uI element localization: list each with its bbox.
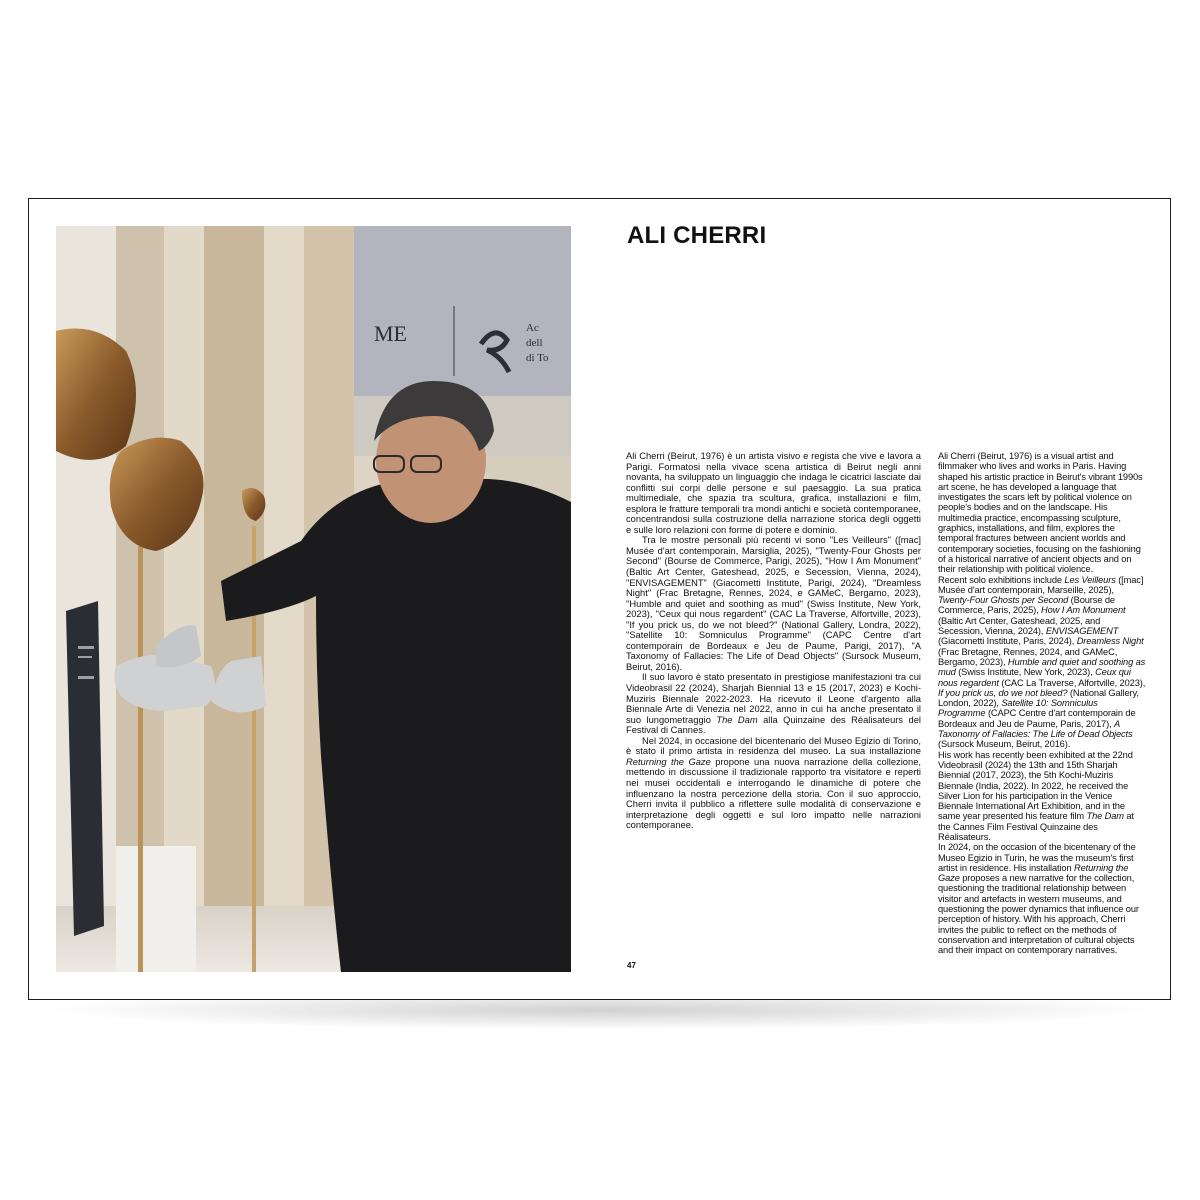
it-paragraph-3 [626, 672, 921, 735]
text-run: (Giacometti Institute, Paris, 2024), [938, 636, 1077, 647]
italic-title-run: Satellite 10: Somniculus Programme [938, 698, 1098, 719]
italic-title-run: Dreamless Night [1076, 636, 1144, 647]
text-run: (Frac Bretagne, Rennes, 2024, and GAMeC, Bergamo, 2023), [938, 646, 1118, 667]
sign-logo-left: ME [374, 321, 407, 346]
page-number: 47 [627, 961, 636, 970]
text-run: Recent solo exhibitions include [938, 574, 1065, 585]
text-run: (Swiss Institute, New York, 2023), [955, 667, 1096, 678]
text-run: proposes a new narrative for the collection, questioning the traditional relationship between visitor and artefacts in western museums, and questioning the power dynamics that influence our perception of history. With his approach, Cherri invites the public to reflect on the methods of conservation and interpretation of cultural objects and their impact on contemporary narratives. [938, 873, 1139, 956]
sign-text-1: Ac [526, 322, 539, 334]
italic-title-run: The Dam [716, 714, 758, 725]
text-run: ([mac] Musée d'art contemporain, Marseille, 2025), [938, 574, 1144, 595]
italic-title-run: The Dam [1086, 811, 1124, 822]
text-run: alla Quinzaine des Réalisateurs del Festival di Cannes. [626, 714, 921, 736]
text-run: at the Cannes Film Festival Quinzaine des Réalisateurs. [938, 811, 1134, 842]
italic-title-run: If you prick us, do we not bleed? [938, 687, 1068, 698]
italian-text-column [626, 451, 921, 831]
text-run: Nel 2024, in occasione del bicentenario del Museo Egizio di Torino, è stato il primo artista in residenza del museo. La sua installazione [626, 735, 921, 757]
italic-title-run: Ceux qui nous regardent [938, 667, 1131, 688]
italic-title-run: Returning the Gaze [626, 756, 711, 767]
text-run: propone una nuova narrazione della collezione, mettendo in discussione il tradizionale rapporto tra visitatore e reperti nei musei occidentali e interrogando le dinamiche di potere che influenzano la nostra percezione della storia. Con il suo approccio, Cherri invita il pubblico a riflettere sulle modalità di conservazione e interpretazione degli oggetti e sul loro impatto nelle narrazioni contemporanee. [626, 756, 921, 831]
en-paragraph-3 [938, 750, 1146, 843]
it-paragraph-2 [626, 535, 921, 672]
en-paragraph-1 [938, 451, 1146, 575]
text-run: (Baltic Art Center, Gateshead, 2025, and Secession, Vienna, 2024), [938, 615, 1101, 637]
en-paragraph-4 [938, 842, 1146, 955]
text-run: His work has recently been exhibited at the 22nd Videobrasil (2024) the 13th and 15th Sharjah Biennial (2017, 2023), the 5th Kochi-Muziris Biennale (India, 2022). In 2022, he received the Silver Lion for his participation in the Venice Biennale International Art Exhibition, and in the same year presented his feature film [938, 749, 1133, 822]
text-run: (CAC La Traverse, Alfortville, 2023), [998, 677, 1146, 688]
italic-title-run: ENVISAGEMENT [1045, 626, 1119, 637]
sign-text-2: dell [526, 337, 543, 349]
text-run: In 2024, on the occasion of the bicentenary of the Museo Egizio in Turin, he was the museum's first artist in residence. His installation [938, 842, 1136, 873]
italic-title-run: A Taxonomy of Fallacies: The Life of Dead Objects [938, 718, 1133, 740]
text-run: Ali Cherri (Beirut, 1976) is a visual artist and filmmaker who lives and works in Paris. Having shaped his artistic practice in Beirut's vibrant 1990s art scene, he has developed a language that investigates the scars left by political violence on people's bodies and on the landscape. His multimedia practice, encompassing sculpture, graphics, installations, and film, explores the temporal fractures between ancient worlds and contemporary societies, focusing on the fashioning of a historical narrative of ancient objects and on their relationship with political violence. [938, 451, 1143, 575]
italic-title-run: How I Am Monument [1041, 605, 1126, 616]
text-run: Ali Cherri (Beirut, 1976) è un artista visivo e regista che vive e lavora a Parigi. Formatosi nella vivace scena artistica di Beirut negli anni novanta, ha sviluppato un linguaggio che indaga le cicatrici lasciate dai conflitti sui corpi delle persone e sul paesaggio. La sua pratica multimediale, che spazia tra scultura, grafica, installazioni e film, esplora le fratture temporali tra mondi antichi e società contemporanee, concentrandosi sulla costruzione della narrazione storica degli oggetti e sulle loro relazioni con forme di potere e dominio. [626, 451, 922, 535]
italic-title-run: Humble and quiet and soothing as mud [938, 656, 1146, 678]
en-paragraph-2 [938, 575, 1146, 750]
text-run: Tra le mostre personali più recenti vi sono "Les Veilleurs" ([mac] Musée d'art contemporain, Marsiglia, 2025), "Twenty-Four Ghosts per Second" (Bourse de Commerce, Parigi, 2025), "How I Am Monument" (Baltic Art Center, Gateshead, 2025, e Secession, Vienna, 2024), "ENVISAGEMENT" (Giacometti Institute, Parigi, 2024), "Dreamless Night" (Frac Bretagne, Rennes, 2024, e GAMeC, Bergamo, 2023), "Humble and quiet and soothing as mud" (Swiss Institute, New York, 2023), "Ceux qui nous regardent" (CAC La Traverse, Alfortville, 2023), "If you prick us, do we not bleed?" (National Gallery, Londra, 2022), "Satellite 10: Somniculus Programme" (CAPC Centre d'art contemporain de Bordeaux e Jeu de Paume, Parigi, 2017), "A Taxonomy of Fallacies: The Life of Dead Objects" (Sursock Museum, Beirut, 2016). [626, 535, 921, 672]
text-run: (CAPC Centre d'art contemporain de Bordeaux and Jeu de Paume, Paris, 2017), [938, 708, 1136, 729]
it-paragraph-4 [626, 736, 921, 831]
english-text-column [938, 451, 1146, 956]
text-run: (National Gallery, London, 2022), [938, 687, 1139, 709]
artist-photo [56, 226, 571, 972]
italic-title-run: Les Veilleurs [1064, 574, 1116, 585]
italic-title-run: Twenty-Four Ghosts per Second [938, 595, 1069, 606]
text-run: (Bourse de Commerce, Paris, 2025), [938, 595, 1115, 616]
italic-title-run: Returning the Gaze [938, 862, 1129, 884]
text-run: (Sursock Museum, Beirut, 2016). [938, 739, 1071, 750]
text-run: Il suo lavoro è stato presentato in prestigiose manifestazioni tra cui Videobrasil 22 (2024), Sharjah Biennial 13 e 15 (2017, 2023) e Kochi-Muziris Biennale 2022-2023. Ha ricevuto il Leone d'argento alla Biennale Arte di Venezia nel 2022, anno in cui ha anche presentato il suo lungometraggio [626, 672, 921, 725]
sign-text-3: di To [526, 352, 549, 364]
page-title: ALI CHERRI [627, 222, 767, 249]
it-paragraph-1 [626, 451, 921, 535]
